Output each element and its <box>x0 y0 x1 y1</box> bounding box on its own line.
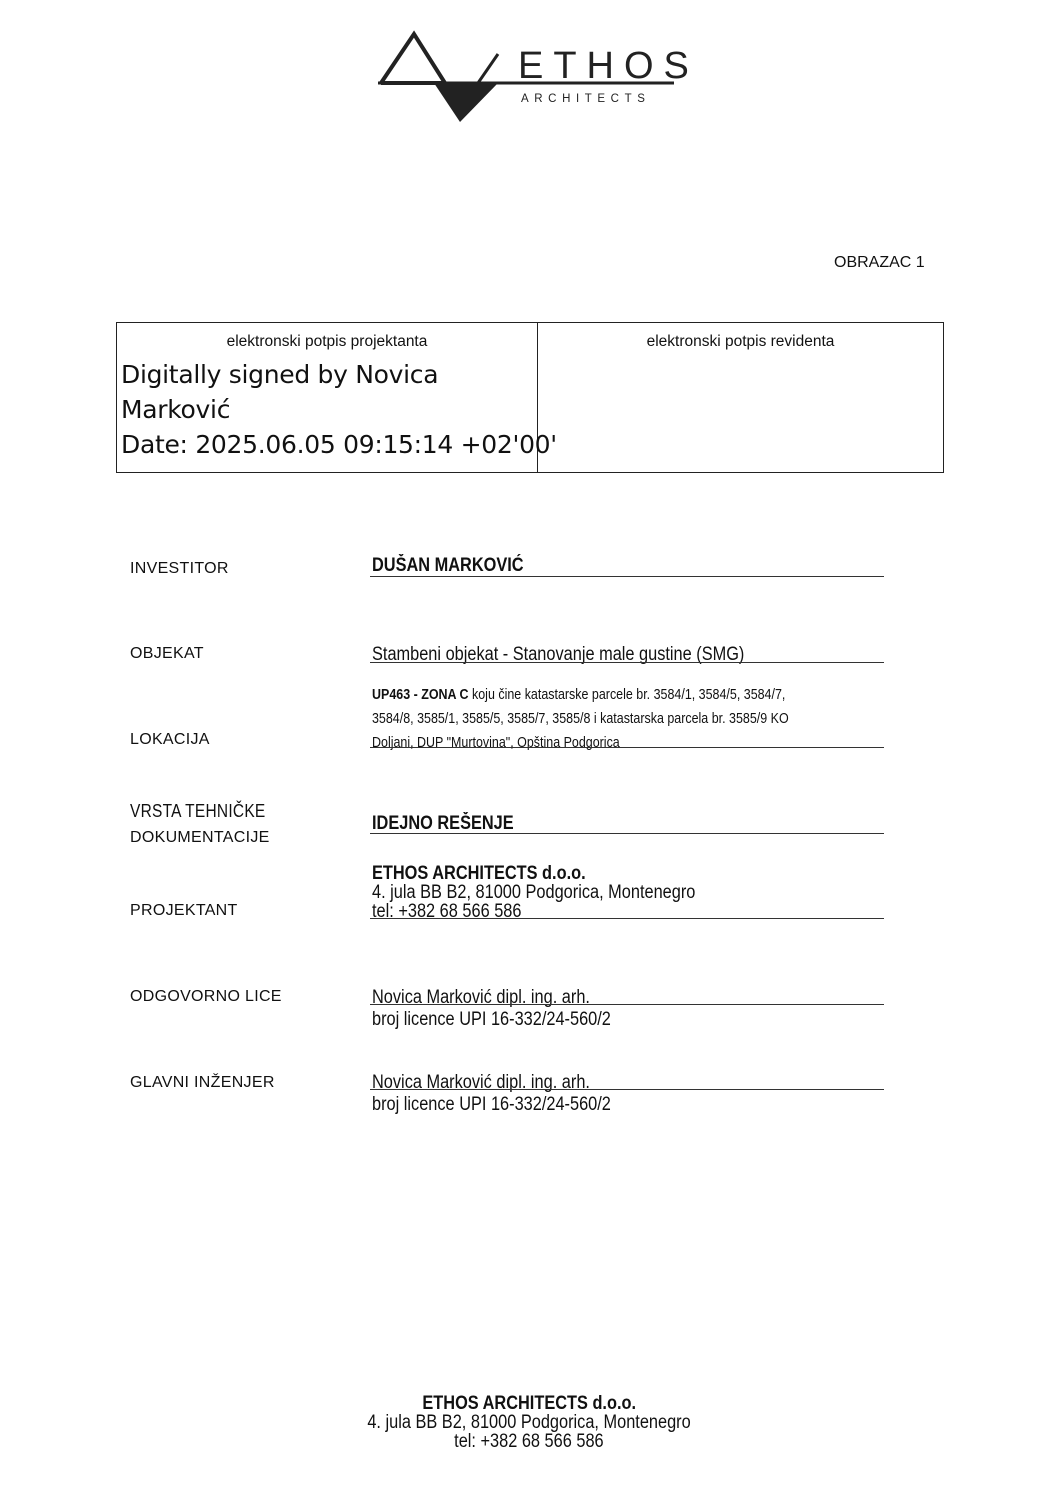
location-line3: Doljani, DUP "Murtovina", Opština Podgorica <box>372 735 620 751</box>
doc-type-text: IDEJNO REŠENJE <box>372 813 514 834</box>
investor-underline <box>370 576 884 577</box>
doc-type-label-line1 <box>130 801 288 822</box>
doc-type-value <box>372 813 884 835</box>
footer <box>0 1394 1058 1451</box>
footer-phone: tel: +382 68 566 586 <box>454 1431 604 1452</box>
location-plot: UP463 - ZONA C <box>372 687 469 703</box>
doc-type-label-text: VRSTA TEHNIČKE <box>130 801 266 821</box>
designer-address: 4. jula BB B2, 81000 Podgorica, Montenegro <box>372 882 696 903</box>
object-text: Stambeni objekat - Stanovanje male gustine (SMG) <box>372 644 745 665</box>
chief-engineer-license: broj licence UPI 16-332/24-560/2 <box>372 1094 611 1115</box>
signature-line: Marković <box>121 395 231 424</box>
doc-type-underline <box>370 833 884 834</box>
chief-engineer-underline <box>370 1089 884 1090</box>
signature-line: Date: 2025.06.05 09:15:14 +02'00' <box>121 430 557 459</box>
footer-company: ETHOS ARCHITECTS d.o.o. <box>422 1393 636 1414</box>
doc-type-label-line2: DOKUMENTACIJE <box>130 829 270 846</box>
responsible-person-value <box>372 987 884 1031</box>
investor-name: DUŠAN MARKOVIĆ <box>372 555 524 576</box>
responsible-person-label: ODGOVORNO LICE <box>130 988 282 1005</box>
ethos-logo <box>378 30 699 126</box>
designer-company: ETHOS ARCHITECTS d.o.o. <box>372 863 586 884</box>
chief-engineer-value <box>372 1072 884 1116</box>
responsible-person-name: Novica Marković dipl. ing. arh. <box>372 987 590 1008</box>
investor-label: INVESTITOR <box>130 560 229 577</box>
location-label: LOKACIJA <box>130 731 210 748</box>
signature-line: Digitally signed by Novica <box>121 360 439 389</box>
logo-name: ETHOS <box>518 45 699 87</box>
responsible-person-license: broj licence UPI 16-332/24-560/2 <box>372 1009 611 1030</box>
form-code: OBRAZAC 1 <box>834 254 925 271</box>
chief-engineer-name: Novica Marković dipl. ing. arh. <box>372 1072 590 1093</box>
footer-address: 4. jula BB B2, 81000 Podgorica, Montenegro <box>367 1412 691 1433</box>
logo-subtitle: ARCHITECTS <box>521 93 651 105</box>
designer-underline <box>370 918 884 919</box>
designer-label: PROJEKTANT <box>130 902 238 919</box>
location-underline <box>370 747 884 748</box>
location-line2: 3584/8, 3585/1, 3585/5, 3585/7, 3585/8 i katastarska parcela br. 3585/9 KO <box>372 711 789 727</box>
logo-triangles-icon <box>378 30 699 126</box>
signature-table <box>116 322 944 473</box>
location-line1: koju čine katastarske parcele br. 3584/1, 3584/5, 3584/7, <box>468 687 786 703</box>
digital-signature <box>121 357 557 462</box>
chief-engineer-label: GLAVNI INŽENJER <box>130 1074 275 1091</box>
designer-phone: tel: +382 68 566 586 <box>372 901 522 922</box>
reviewer-signature-label: elektronski potpis revidenta <box>646 333 835 350</box>
location-value <box>372 683 884 755</box>
investor-value <box>372 555 884 577</box>
object-label: OBJEKAT <box>130 645 204 662</box>
responsible-person-underline <box>370 1004 884 1005</box>
designer-signature-label: elektronski potpis projektanta <box>226 333 428 350</box>
designer-value <box>372 864 884 921</box>
object-underline <box>370 662 884 663</box>
